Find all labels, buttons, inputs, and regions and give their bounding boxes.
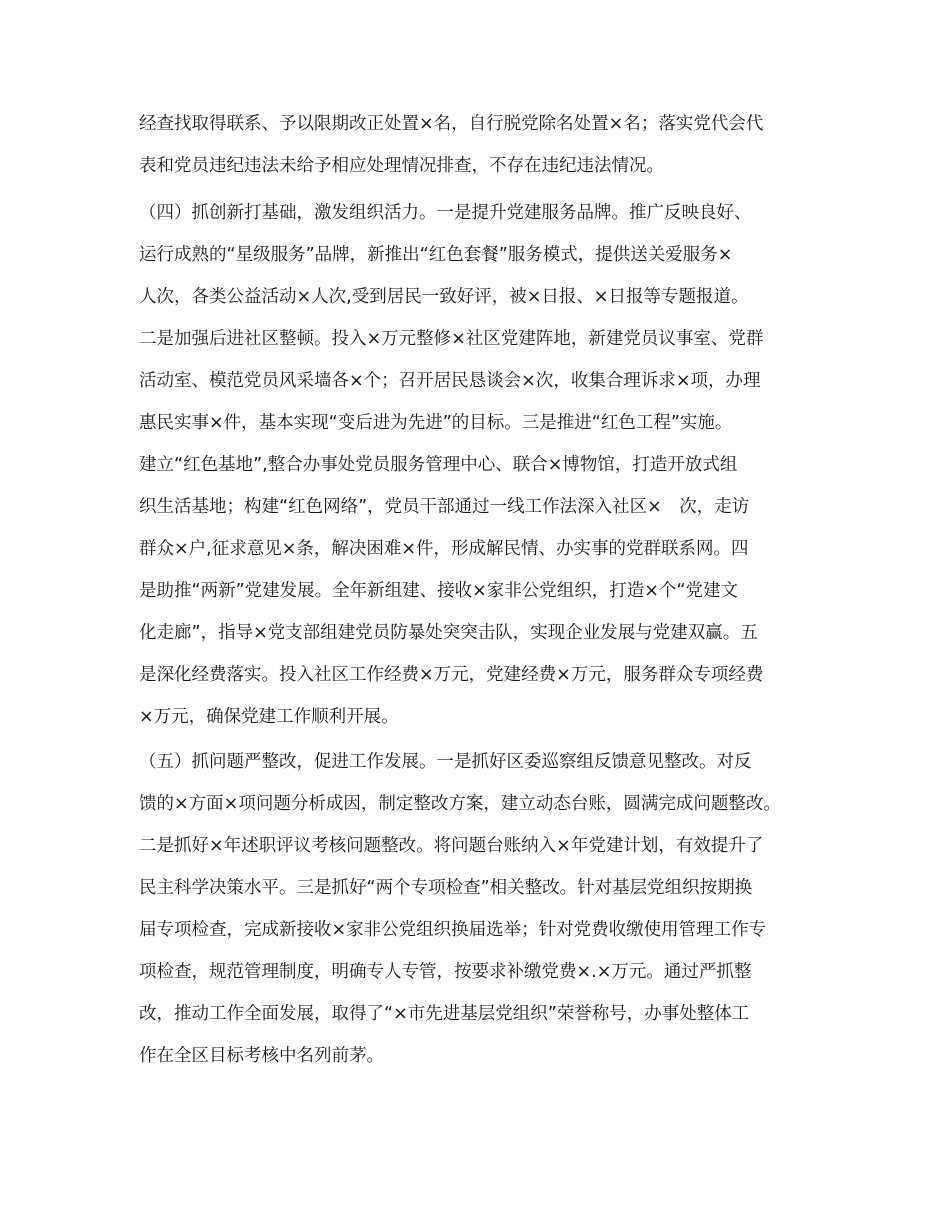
text-line: 馈的×方面×项问题分析成因，制定整改方案，建立动态台账，圆满完成问题整改。 (139, 794, 781, 814)
text-line: 建立“红色基地”,整合办事处党员服务管理中心、联合×博物馆，打造开放式组 (139, 455, 738, 475)
text-line: 是深化经费落实。投入社区工作经费×万元，党建经费×万元，服务群众专项经费 (139, 665, 764, 685)
text-line: 惠民实事×件，基本实现“变后进为先进”的目标。三是推进“红色工程”实施。 (139, 413, 733, 433)
paragraph-heading-4: （四）抓创新打基础，激发组织活力。一是提升党建服务品牌。推广反映良好、 (139, 203, 752, 223)
text-line: 活动室、模范党员风采墙各×个；召开居民恳谈会×次，收集合理诉求×项，办理 (139, 371, 761, 391)
text-line: 民主科学决策水平。三是抓好“两个专项检查”相关整改。针对基层党组织按期换 (139, 878, 753, 898)
text-line: 织生活基地；构建“红色网络”，党员干部通过一线工作法深入社区× 次，走访 (139, 497, 750, 517)
paragraph-heading-5: （五）抓问题严整改，促进工作发展。一是抓好区委巡察组反馈意见整改。对反 (139, 752, 752, 772)
text-line: 人次，各类公益活动×人次,受到居民一致好评，被×日报、×日报等专题报道。 (139, 287, 749, 307)
text-line: 化走廊”，指导×党支部组建党员防暴处突突击队，实现企业发展与党建双赢。五 (139, 623, 758, 643)
text-line: 是助推“两新”党建发展。全年新组建、接收×家非公党组织，打造×个“党建文 (139, 581, 739, 601)
text-line: 经查找取得联系、予以限期改正处置×名，自行脱党除名处置×名；落实党代会代 (139, 114, 764, 134)
text-line: 群众×户,征求意见×条，解决困难×件，形成解民情、办实事的党群联系网。四 (139, 539, 749, 559)
text-line: 届专项检查，完成新接收×家非公党组织换届选举；针对党费收缴使用管理工作专 (139, 920, 767, 940)
text-line: 改，推动工作全面发展，取得了“×市先进基层党组织”荣誉称号，办事处整体工 (139, 1004, 750, 1024)
text-line: 表和党员违纪违法未给予相应处理情况排查，不存在违纪违法情况。 (139, 156, 664, 176)
text-line: 作在全区目标考核中名列前茅。 (139, 1046, 384, 1066)
text-line: ×万元，确保党建工作顺利开展。 (139, 707, 399, 727)
text-line: 二是抓好×年述职评议考核问题整改。将问题台账纳入×年党建计划，有效提升了 (139, 836, 764, 856)
text-line: 项检查，规范管理制度，明确专人专管，按要求补缴党费×.×万元。通过严抓整 (139, 962, 752, 982)
text-line: 二是加强后进社区整顿。投入×万元整修×社区党建阵地，新建党员议事室、党群 (139, 329, 764, 349)
text-line: 运行成熟的“星级服务”品牌，新推出“红色套餐”服务模式，提供送关爱服务× (139, 245, 733, 265)
